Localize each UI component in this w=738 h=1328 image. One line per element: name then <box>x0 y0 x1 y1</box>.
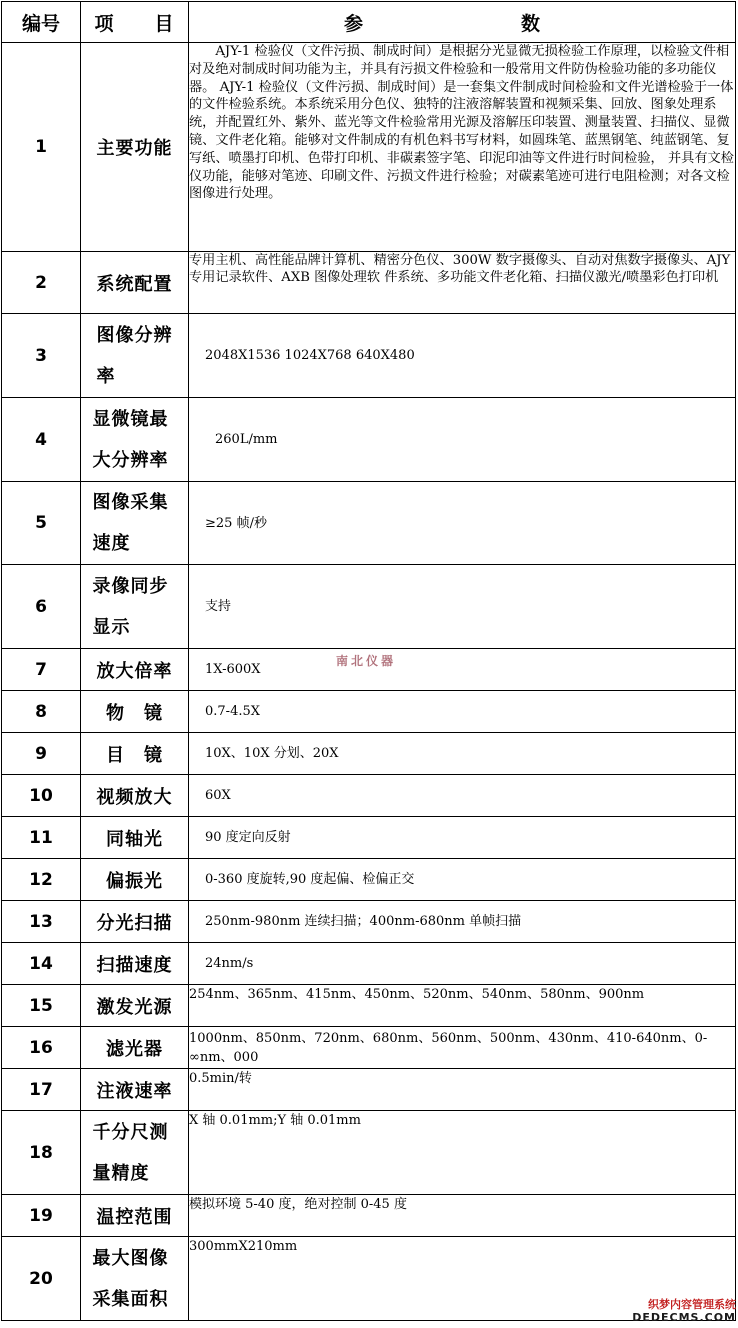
row-value: 250nm-980nm 连续扫描；400nm-680nm 单帧扫描 <box>205 914 522 929</box>
table-row <box>2 482 736 565</box>
row-value: 1000nm、850nm、720nm、680nm、560nm、500nm、430nm、410-640nm、0-∞nm、000 <box>189 1027 736 1069</box>
row-value: 60X <box>205 788 231 803</box>
row-value: 90 度定向反射 <box>205 830 291 845</box>
row-number: 3 <box>2 314 81 398</box>
row-value: 0-360 度旋转,90 度起偏、检偏正交 <box>205 872 415 887</box>
table-row <box>2 943 736 985</box>
row-value: 0.5min/转 <box>189 1069 736 1111</box>
row-value: 专用主机、高性能品牌计算机、精密分色仪、300W 数字摄像头、自动对焦数字摄像头、AJY 专用记录软件、AXB 图像处理软 件系统、多功能文件老化箱、扫描仪激光/喷墨彩色打印机 <box>189 252 736 314</box>
row-item: 偏振光 <box>81 859 189 901</box>
row-number: 19 <box>2 1195 81 1237</box>
row-number: 9 <box>2 733 81 775</box>
logo-line2: DEDECMS.COM <box>632 1311 736 1324</box>
row-number: 15 <box>2 985 81 1027</box>
row-number: 7 <box>2 649 81 691</box>
row-item: 滤光器 <box>81 1027 189 1069</box>
row-number: 6 <box>2 565 81 649</box>
dedecms-logo <box>622 1298 736 1326</box>
row-item: 主要功能 <box>81 43 189 252</box>
table-row <box>2 1027 736 1069</box>
row-value: 254nm、365nm、415nm、450nm、520nm、540nm、580nm、900nm <box>189 985 736 1027</box>
table-row <box>2 314 736 398</box>
row-value: 模拟环境 5-40 度，绝对控制 0-45 度 <box>189 1195 736 1237</box>
row-item: 视频放大 <box>81 775 189 817</box>
row-number: 5 <box>2 482 81 565</box>
row-item: 放大倍率 <box>81 649 189 691</box>
row-item: 显微镜最大分辨率 <box>92 408 169 471</box>
row-number: 17 <box>2 1069 81 1111</box>
table-row <box>2 43 736 252</box>
row-number: 1 <box>2 43 81 252</box>
header-number: 编号 <box>2 2 81 43</box>
row-item: 目 镜 <box>81 733 189 775</box>
row-number: 12 <box>2 859 81 901</box>
header-params: 参 数 <box>189 2 736 43</box>
row-value: 260L/mm <box>215 432 278 447</box>
table-row <box>2 733 736 775</box>
table-row <box>2 691 736 733</box>
row-number: 16 <box>2 1027 81 1069</box>
row-value: 0.7-4.5X <box>205 704 260 719</box>
table-row <box>2 775 736 817</box>
table-row <box>2 901 736 943</box>
row-item: 激发光源 <box>81 985 189 1027</box>
table-row <box>2 398 736 482</box>
row-item: 图像分辨率 <box>96 324 173 387</box>
table-row <box>2 252 736 314</box>
table-row <box>2 1195 736 1237</box>
row-number: 8 <box>2 691 81 733</box>
row-number: 10 <box>2 775 81 817</box>
row-item: 图像采集速度 <box>92 492 169 554</box>
row-value: X 轴 0.01mm;Y 轴 0.01mm <box>189 1111 736 1195</box>
row-number: 13 <box>2 901 81 943</box>
row-item: 分光扫描 <box>81 901 189 943</box>
watermark-text: 南北仪器 <box>336 654 397 668</box>
row-item: 注液速率 <box>81 1069 189 1111</box>
row-value: 1X-600X <box>205 662 261 677</box>
row-number: 11 <box>2 817 81 859</box>
row-item: 系统配置 <box>81 252 189 314</box>
table-row <box>2 1111 736 1195</box>
table-header-row <box>2 2 736 43</box>
row-number: 18 <box>2 1111 81 1195</box>
header-item: 项 目 <box>81 2 189 43</box>
row-value: 支持 <box>205 599 232 614</box>
table-row <box>2 817 736 859</box>
row-value: AJY-1 检验仪（文件污损、制成时间）是根据分光显微无损检验工作原理，以检验文件相对及绝对制成时间功能为主，并具有污损文件检验和一般常用文件防伪检验功能的多功能仪器。 AJY-1 检验仪（文件污损、制成时间）是一套集文件制成时间检验和文件光谱检验于一体的文件检验系统。本系统采用分色仪、独特的注液溶解装置和视频采集、回放、图象处理系统，并配置红外、紫外、蓝光等文件检验常用光源及溶解压印装置、测量装置、扫描仪、显微镜、文件老化箱。能够对文件制成的有机色料书写材料，如圆珠笔、蓝黑钢笔、纯蓝钢笔、复写纸、喷墨打印机、色带打印机、非碳素签字笔、印泥印油等文件进行时间检验， 并具有文检仪功能，能够对笔迹、印刷文件、污损文件进行检验；对碳素笔迹可进行电阻检测；对各文检图像进行处理。 <box>189 43 736 252</box>
row-item: 千分尺测量精度 <box>92 1121 169 1184</box>
table-row <box>2 1069 736 1111</box>
row-value: 300mmX210mm <box>189 1237 736 1321</box>
row-item: 物 镜 <box>81 691 189 733</box>
row-item: 录像同步显示 <box>92 575 169 638</box>
table-row <box>2 859 736 901</box>
row-number: 2 <box>2 252 81 314</box>
row-value: 2048X1536 1024X768 640X480 <box>205 348 415 363</box>
row-number: 4 <box>2 398 81 482</box>
row-item: 最大图像采集面积 <box>92 1247 169 1310</box>
logo-line1: 织梦内容管理系统 <box>648 1298 736 1311</box>
row-value: ≥25 帧/秒 <box>205 515 267 531</box>
table-row <box>2 985 736 1027</box>
row-item: 温控范围 <box>81 1195 189 1237</box>
row-value: 10X、10X 分划、20X <box>205 746 339 761</box>
row-item: 同轴光 <box>81 817 189 859</box>
row-number: 14 <box>2 943 81 985</box>
table-row <box>2 565 736 649</box>
row-item: 扫描速度 <box>81 943 189 985</box>
row-value: 24nm/s <box>205 956 254 971</box>
row-number: 20 <box>2 1237 81 1321</box>
